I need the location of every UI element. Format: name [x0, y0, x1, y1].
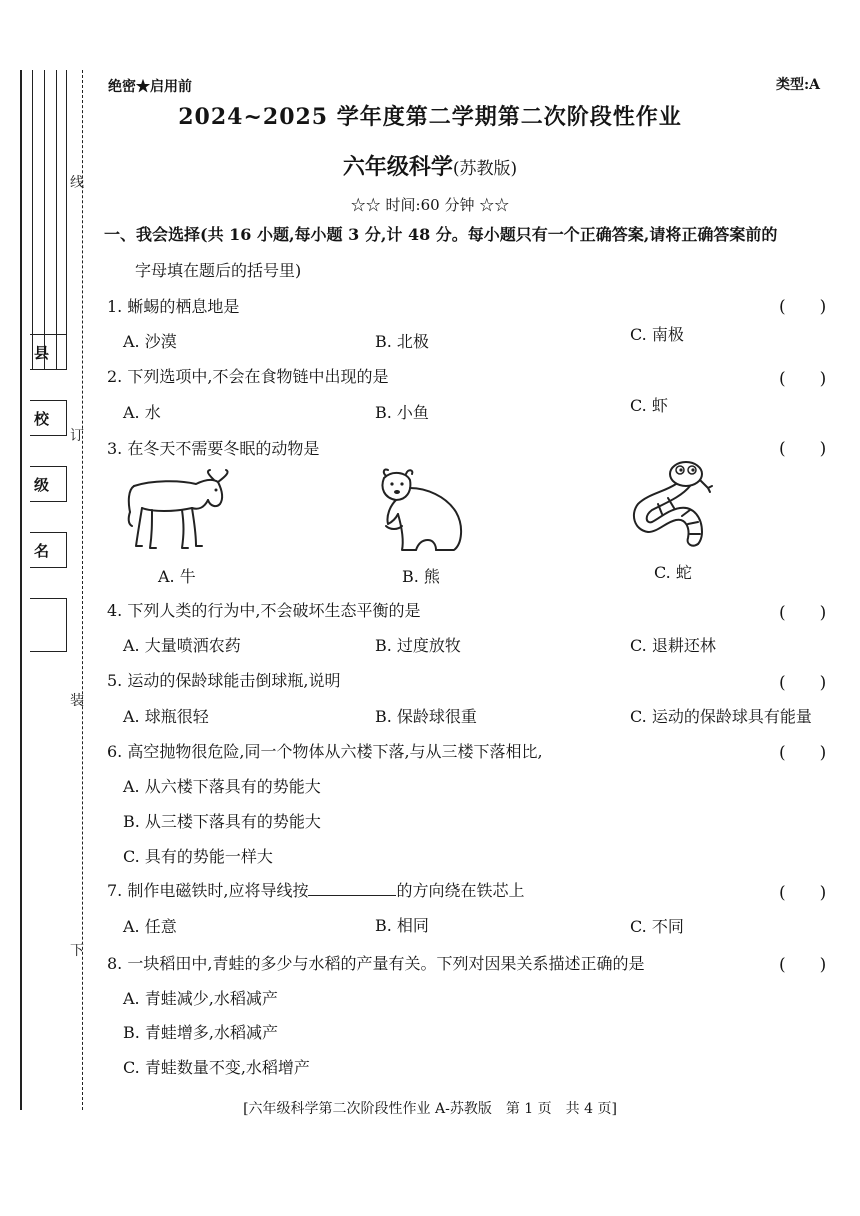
snake-image: [628, 458, 720, 550]
time-limit: ☆☆ 时间:60 分钟 ☆☆: [350, 196, 510, 214]
q6-option-b: B. 从三楼下落具有的势能大: [123, 812, 321, 831]
bear-image: [376, 466, 466, 554]
q4-option-a: A. 大量喷洒农药: [123, 636, 241, 655]
margin-char-zhuang: 装: [70, 693, 84, 709]
q4-option-c: C. 退耕还林: [630, 636, 716, 655]
section-heading-line1: 一、我会选择(共 16 小题,每小题 3 分,计 48 分。每小题只有一个正确答案,请将正确答案前的: [104, 225, 778, 244]
q7-option-b: B. 相同: [375, 916, 429, 935]
margin-char-xian: 线: [70, 175, 84, 191]
answer-paren-3[interactable]: ( ): [779, 439, 827, 459]
question-2: 2. 下列选项中,不会在食物链中出现的是: [107, 367, 389, 386]
q1-option-b: B. 北极: [375, 332, 429, 351]
question-7-text-after: 的方向绕在铁芯上: [396, 881, 525, 900]
q1-option-a: A. 沙漠: [123, 332, 177, 351]
confidential-mark: 绝密★启用前: [108, 79, 192, 95]
q7-option-c: C. 不同: [630, 917, 684, 936]
q7-option-a: A. 任意: [123, 917, 177, 936]
q1-option-c: C. 南极: [630, 325, 684, 344]
field-label-class: 级: [34, 476, 50, 494]
answer-paren-2[interactable]: ( ): [779, 369, 827, 389]
section-heading-line2: 字母填在题后的括号里): [135, 261, 302, 280]
field-label-county: 县: [34, 344, 50, 362]
q2-option-b: B. 小鱼: [375, 403, 429, 422]
subject-line: [0, 150, 860, 181]
question-4: 4. 下列人类的行为中,不会破坏生态平衡的是: [107, 601, 421, 620]
q3-option-c: C. 蛇: [654, 563, 692, 582]
q8-option-a: A. 青蛙减少,水稻减产: [123, 989, 278, 1008]
q3-option-b: B. 熊: [402, 567, 440, 586]
answer-paren-1[interactable]: ( ): [779, 297, 827, 317]
question-7-blank: [308, 881, 396, 896]
q6-option-a: A. 从六楼下落具有的势能大: [123, 777, 321, 796]
question-8: 8. 一块稻田中,青蛙的多少与水稻的产量有关。下列对因果关系描述正确的是: [107, 954, 645, 973]
answer-paren-5[interactable]: ( ): [779, 673, 827, 693]
q2-option-a: A. 水: [123, 403, 161, 422]
q5-option-b: B. 保龄球很重: [375, 707, 477, 726]
q3-option-a: A. 牛: [158, 567, 196, 586]
answer-paren-4[interactable]: ( ): [779, 603, 827, 623]
margin-line-1: [20, 70, 22, 1110]
field-box-number: [30, 598, 67, 652]
edition-label: (苏教版): [452, 159, 518, 179]
question-6: 6. 高空抛物很危险,同一个物体从六楼下落,与从三楼下落相比,: [107, 742, 543, 761]
field-label-school: 校: [34, 410, 50, 428]
q5-option-c: C. 运动的保龄球具有能量: [630, 707, 812, 726]
answer-paren-8[interactable]: ( ): [779, 955, 827, 975]
cow-image: [122, 468, 234, 554]
q8-option-c: C. 青蛙数量不变,水稻增产: [123, 1058, 310, 1077]
page-footer: [六年级科学第二次阶段性作业 A-苏教版 第 1 页 共 4 页]: [243, 1101, 617, 1117]
q4-option-b: B. 过度放牧: [375, 636, 461, 655]
margin-char-xia: 下: [70, 943, 84, 959]
exam-title: 2024~2025 学年度第二学期第二次阶段性作业: [178, 104, 682, 130]
answer-paren-6[interactable]: ( ): [779, 743, 827, 763]
question-1: 1. 蜥蜴的栖息地是: [107, 297, 240, 316]
q5-option-a: A. 球瓶很轻: [123, 707, 209, 726]
paper-type: 类型:A: [776, 77, 821, 93]
field-label-name: 名: [34, 542, 50, 560]
margin-char-ding: 订: [70, 428, 84, 444]
question-7-text-before: 7. 制作电磁铁时,应将导线按: [107, 881, 309, 900]
q8-option-b: B. 青蛙增多,水稻减产: [123, 1023, 279, 1042]
question-5: 5. 运动的保龄球能击倒球瓶,说明: [107, 671, 341, 690]
q2-option-c: C. 虾: [630, 396, 668, 415]
subject-name: 六年级科学: [342, 154, 453, 180]
question-7: [107, 878, 524, 901]
answer-paren-7[interactable]: ( ): [779, 883, 827, 903]
q6-option-c: C. 具有的势能一样大: [123, 847, 273, 866]
question-3: 3. 在冬天不需要冬眠的动物是: [107, 439, 320, 458]
